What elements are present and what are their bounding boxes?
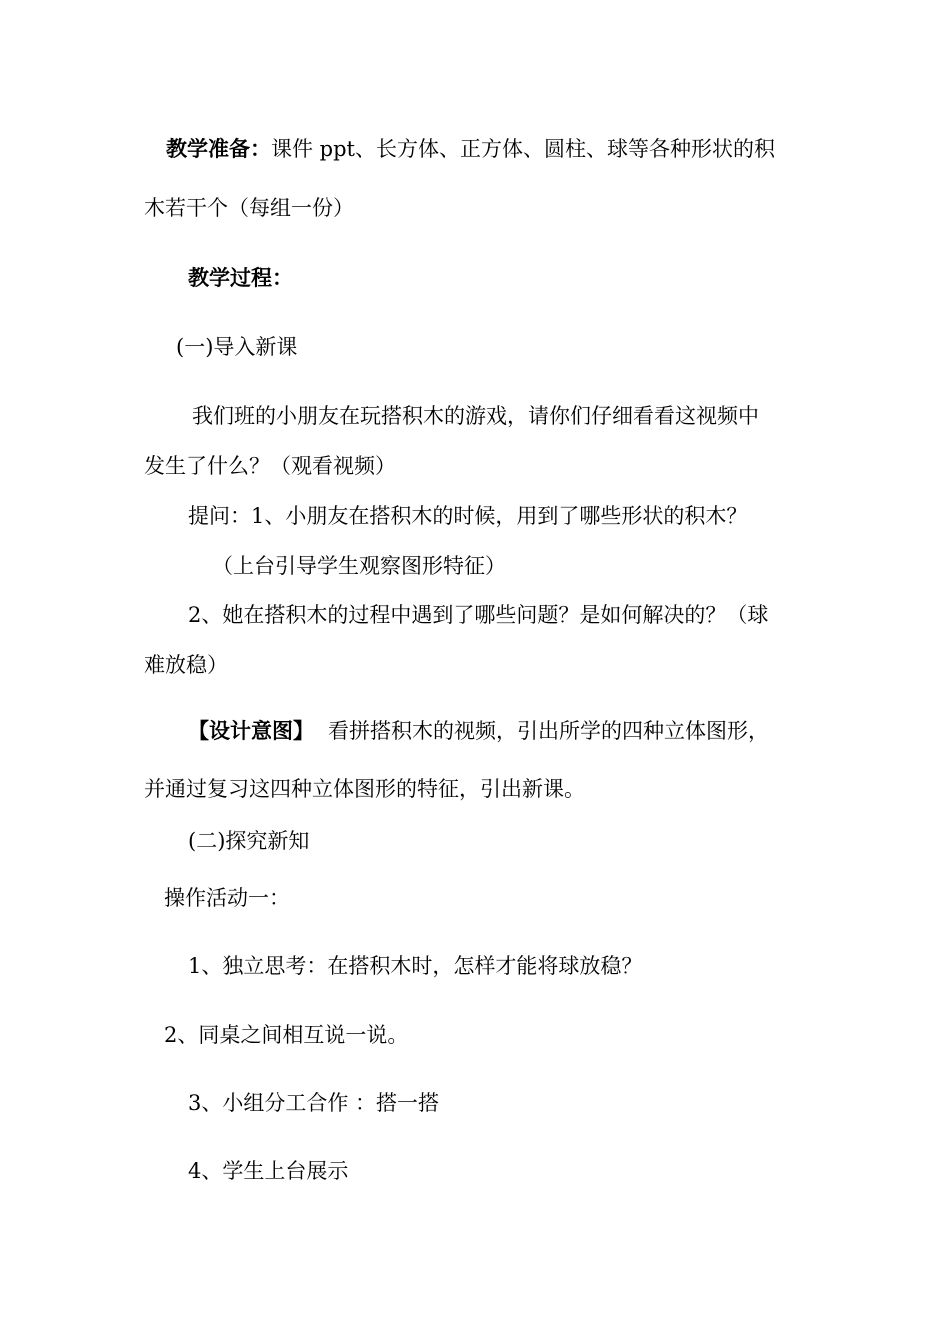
prep-text: 课件 ppt、长方体、正方体、圆柱、球等各种形状的积 [271, 137, 775, 161]
section2-heading: (二)探究新知 [188, 829, 310, 853]
question-1: 提问：1、小朋友在搭积木的时候，用到了哪些形状的积木？ [188, 504, 748, 528]
prep-line-2: 木若干个（每组一份） [144, 196, 354, 220]
design-intent-line-2: 并通过复习这四种立体图形的特征，引出新课。 [144, 777, 585, 801]
design-intent-text: 看拼搭积木的视频，引出所学的四种立体图形， [328, 719, 769, 743]
question-2-line-2: 难放稳） [144, 653, 228, 677]
question-1-note: （上台引导学生观察图形特征） [212, 554, 506, 578]
prep-line-1 [166, 135, 775, 163]
step-item: 3、小组分工合作 ：搭一搭 [188, 1091, 440, 1115]
prep-label: 教学准备： [166, 136, 271, 161]
question-2-line-1: 2、她在搭积木的过程中遇到了哪些问题？是如何解决的？（球 [188, 603, 769, 627]
section1-heading: (一)导入新课 [176, 335, 298, 359]
step-item: 4、学生上台展示 [188, 1159, 349, 1183]
step-item: 1、独立思考：在搭积木时，怎样才能将球放稳？ [188, 954, 643, 978]
section1-para-line-1: 我们班的小朋友在玩搭积木的游戏，请你们仔细看看这视频中 [192, 404, 759, 428]
section1-para-line-2: 发生了什么？（观看视频） [144, 454, 396, 478]
design-intent-label: 【设计意图】 [188, 718, 314, 743]
design-intent-line-1 [188, 717, 769, 745]
activity-title: 操作活动一： [164, 886, 290, 910]
process-heading: 教学过程： [188, 265, 293, 290]
step-item: 2、同桌之间相互说一说。 [164, 1023, 409, 1047]
